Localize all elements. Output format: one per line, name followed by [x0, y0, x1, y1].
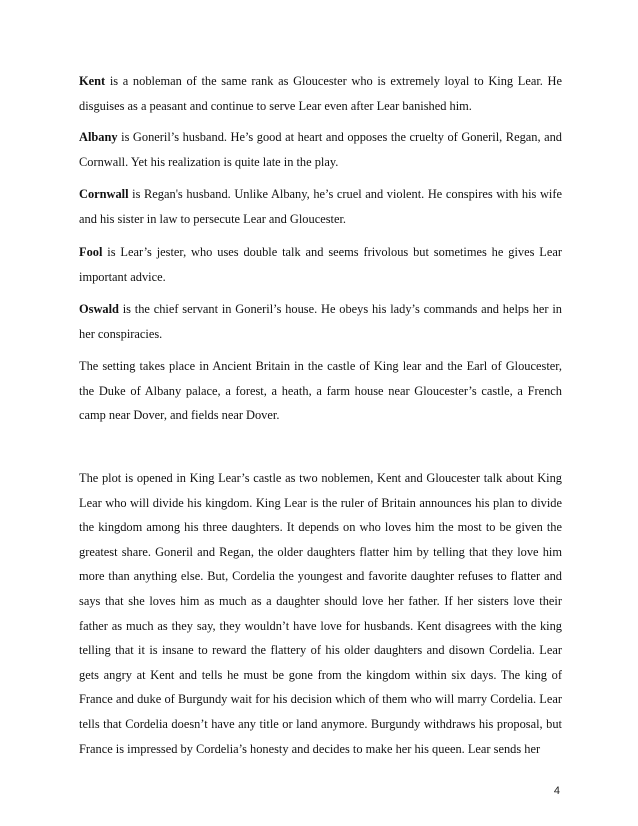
character-paragraph-fool [79, 240, 562, 289]
character-paragraph-kent [79, 69, 562, 118]
character-description-fool: is Lear’s jester, who uses double talk and seems frivolous but sometimes he gives Lear important advice. [79, 245, 562, 284]
setting-paragraph: The setting takes place in Ancient Britain in the castle of King lear and the Earl of Gloucester, the Duke of Albany palace, a forest, a heath, a farm house near Gloucester’s castle, a French camp near Dover, and fields near Dover. [79, 359, 562, 423]
character-description-cornwall: is Regan's husband. Unlike Albany, he’s cruel and violent. He conspires with his wife and his sister in law to persecute Lear and Gloucester. [79, 187, 562, 226]
character-description-albany: is Goneril’s husband. He’s good at heart and opposes the cruelty of Goneril, Regan, and Cornwall. Yet his realization is quite late in the play. [79, 130, 562, 169]
character-name-oswald: Oswald [79, 302, 119, 316]
character-description-kent: is a nobleman of the same rank as Gloucester who is extremely loyal to King Lear. He disguises as a peasant and continue to serve Lear even after Lear banished him. [79, 74, 562, 113]
character-paragraph-oswald [79, 297, 562, 346]
page-number: 4 [553, 785, 560, 797]
plot-paragraph: The plot is opened in King Lear’s castle as two noblemen, Kent and Gloucester talk about King Lear who will divide his kingdom. King Lear is the ruler of Britain announces his plan to divide the kingdom among his three daughters. It depends on who loves him the most to be given the greatest share. Goneril and Regan, the older daughters flatter him by telling that they love him more than anything else. But, Cordelia the youngest and favorite daughter refuses to flatter and says that she loves him as much as a daughter should love her father. If her sisters love their father as much as they say, they wouldn’t have love for husbands. Kent disagrees with the king telling that it is insane to reward the flattery of his older daughters and disown Cordelia. Lear gets angry at Kent and tells he must be gone from the kingdom within six days. The king of France and duke of Burgundy wait for his decision which of them who will marry Cordelia. Lear tells that Cordelia doesn’t have any title or land anymore. Burgundy withdraws his proposal, but France is impressed by Cordelia’s honesty and decides to make her his queen. Lear sends her [79, 471, 562, 756]
character-paragraph-albany [79, 125, 562, 174]
character-name-fool: Fool [79, 245, 103, 259]
character-description-oswald: is the chief servant in Goneril’s house. He obeys his lady’s commands and helps her in her conspiracies. [79, 302, 562, 341]
character-name-kent: Kent [79, 74, 106, 88]
character-name-albany: Albany [79, 130, 118, 144]
character-paragraph-cornwall [79, 182, 562, 231]
character-name-cornwall: Cornwall [79, 187, 129, 201]
